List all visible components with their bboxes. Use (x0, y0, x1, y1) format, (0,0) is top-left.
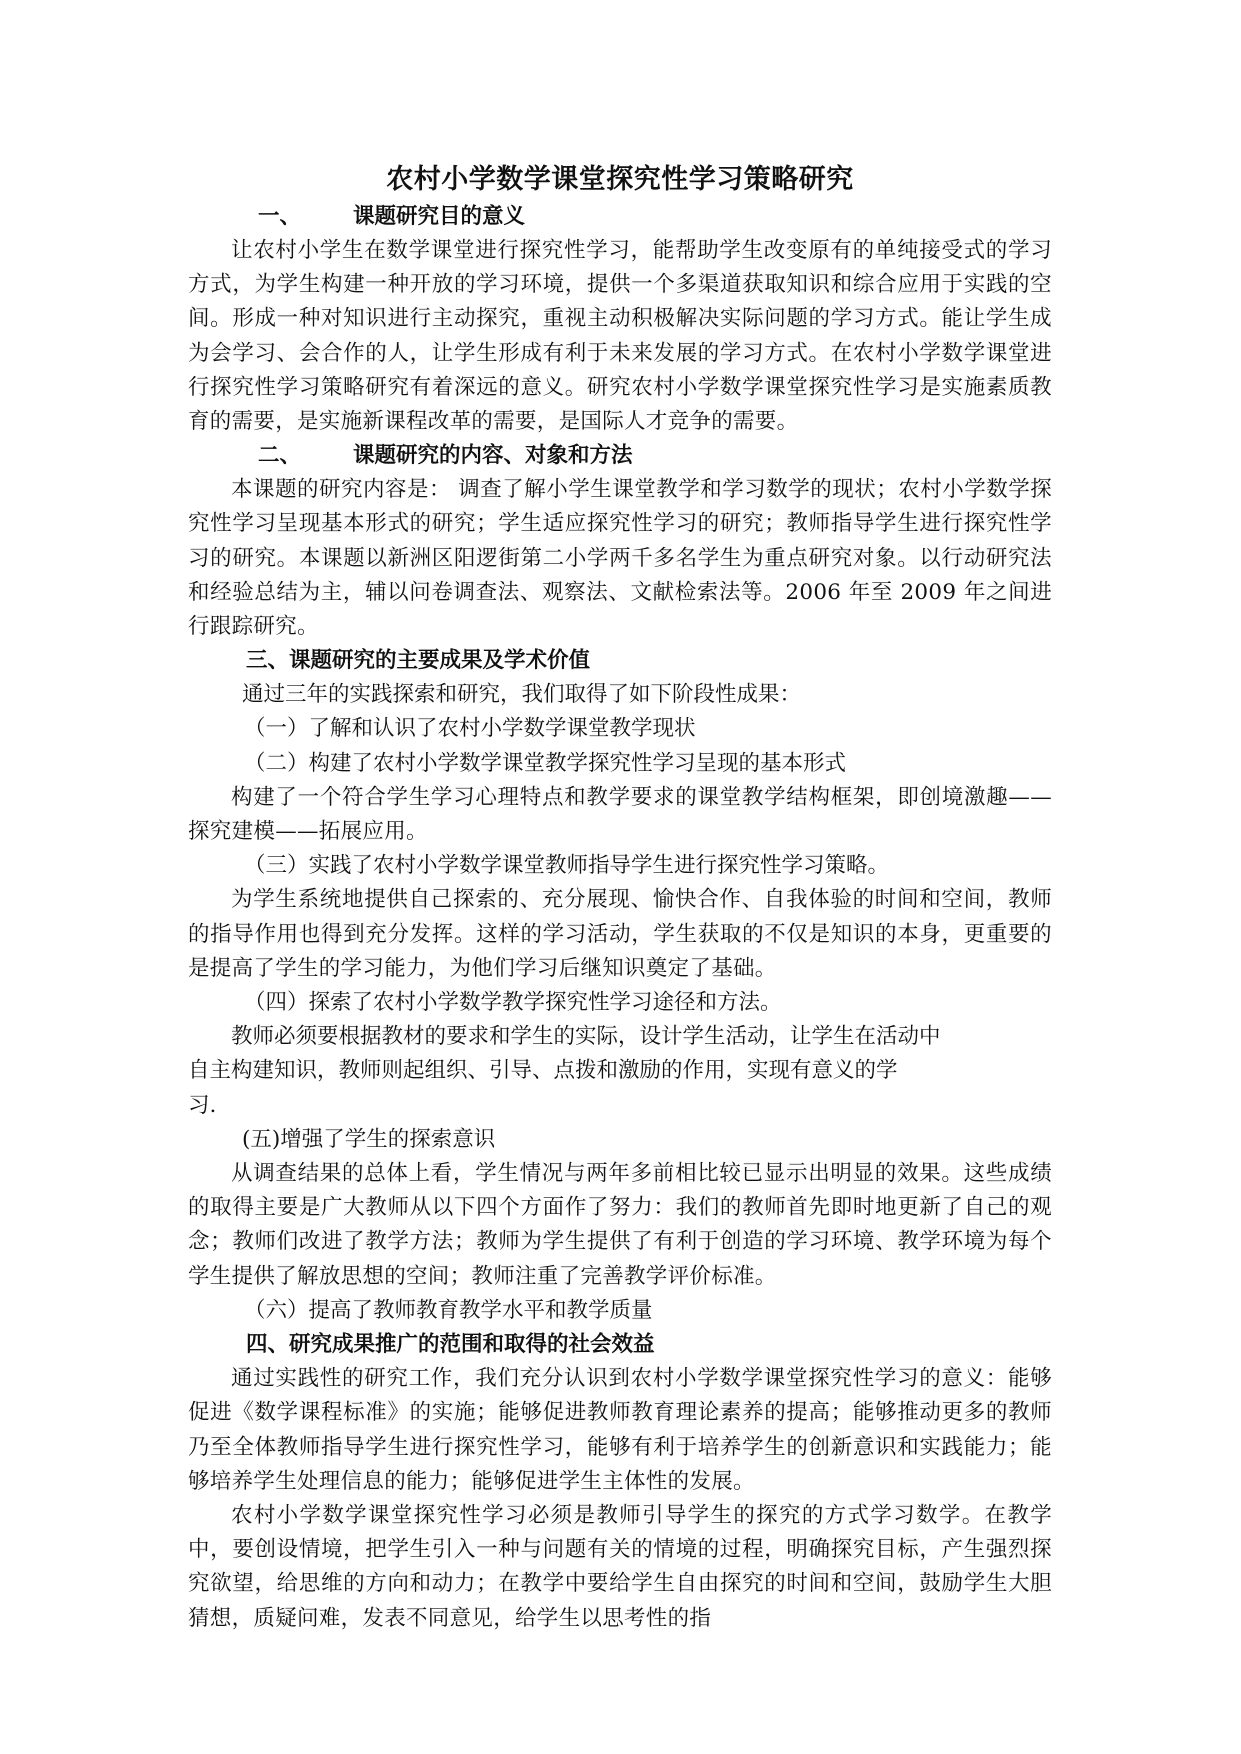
section-3-intro: 通过三年的实践探索和研究，我们取得了如下阶段性成果： (242, 682, 802, 708)
result-6-label: （六）提高了教师教育教学水平和教学质量 (244, 1297, 653, 1323)
section-3-heading: 三、课题研究的主要成果及学术价值 (246, 648, 591, 674)
result-4-label: （四）探索了农村小学数学教学探究性学习途径和方法。 (244, 990, 782, 1016)
result-4-body-line-3: 习. (188, 1092, 217, 1118)
result-1-label: （一）了解和认识了农村小学数学课堂教学现状 (244, 716, 696, 742)
section-2-title: 课题研究的内容、对象和方法 (353, 443, 633, 469)
section-2-paragraph: 本课题的研究内容是： 调查了解小学生课堂教学和学习数学的现状；农村小学数学探究性学习呈现基本形式的研究；学生适应探究性学习的研究；教师指导学生进行探究性学习的研究。本课题以新洲区阳逻街第二小学两千多名学生为重点研究对象。以行动研究法和经验总结为主，辅以问卷调查法、观察法、文献检索法等。2006 年至 2009 年之间进行跟踪研究。 (188, 477, 1052, 640)
result-2-body: 构建了一个符合学生学习心理特点和教学要求的课堂教学结构框架，即创境激趣——探究建模——拓展应用。 (188, 784, 1052, 845)
section-1-heading (188, 200, 1052, 234)
result-3-body: 为学生系统地提供自己探索的、充分展现、愉快合作、自我体验的时间和空间，教师的指导作用也得到充分发挥。这样的学习活动，学生获取的不仅是知识的本身，更重要的是提高了学生的学习能力，为他们学习后继知识奠定了基础。 (188, 887, 1052, 981)
section-4-paragraph-2: 农村小学数学课堂探究性学习必须是教师引导学生的探究的方式学习数学。在教学中，要创设情境，把学生引入一种与问题有关的情境的过程，明确探究目标，产生强烈探究欲望，给思维的方向和动力；在教学中要给学生自由探究的时间和空间，鼓励学生大胆猜想，质疑问难，发表不同意见，给学生以思考性的指 (188, 1502, 1052, 1631)
section-4-heading: 四、研究成果推广的范围和取得的社会效益 (246, 1332, 655, 1358)
result-4-body-line-2: 自主构建知识，教师则起组织、引导、点拨和激励的作用，实现有意义的学 (188, 1058, 898, 1084)
section-1-paragraph: 让农村小学生在数学课堂进行探究性学习，能帮助学生改变原有的单纯接受式的学习方式，为学生构建一种开放的学习环境，提供一个多渠道获取知识和综合应用于实践的空间。形成一种对知识进行主动探究，重视主动积极解决实际问题的学习方式。能让学生成为会学习、会合作的人，让学生形成有利于未来发展的学习方式。在农村小学数学课堂进行探究性学习策略研究有着深远的意义。研究农村小学数学课堂探究性学习是实施素质教育的需要，是实施新课程改革的需要，是国际人才竞争的需要。 (188, 238, 1052, 435)
result-5-body: 从调查结果的总体上看，学生情况与两年多前相比较已显示出明显的效果。这些成绩的取得主要是广大教师从以下四个方面作了努力：我们的教师首先即时地更新了自己的观念；教师们改进了教学方法；教师为学生提供了有利于创造的学习环境、教学环境为每个学生提供了解放思想的空间；教师注重了完善教学评价标准。 (188, 1161, 1052, 1289)
section-1-title: 课题研究目的意义 (353, 204, 526, 229)
section-2-heading (188, 439, 1052, 473)
result-5-label: (五)增强了学生的探索意识 (242, 1126, 496, 1152)
section-2-number: 二、 (258, 443, 302, 469)
result-2-label: （二）构建了农村小学数学课堂教学探究性学习呈现的基本形式 (244, 750, 847, 776)
result-3-label: （三）实践了农村小学数学课堂教师指导学生进行探究性学习策略。 (244, 853, 890, 879)
document-page (188, 160, 1052, 1636)
result-4-body-line-1: 教师必须要根据教材的要求和学生的实际，设计学生活动，让学生在活动中 (231, 1024, 941, 1050)
section-4-paragraph-1: 通过实践性的研究工作，我们充分认识到农村小学数学课堂探究性学习的意义：能够促进《数学课程标准》的实施；能够促进教师教育理论素养的提高；能够推动更多的教师乃至全体教师指导学生进行探究性学习，能够有利于培养学生的创新意识和实践能力；能够培养学生处理信息的能力；能够促进学生主体性的发展。 (188, 1366, 1052, 1494)
document-title: 农村小学数学课堂探究性学习策略研究 (386, 164, 854, 195)
section-1-number: 一、 (258, 204, 302, 229)
